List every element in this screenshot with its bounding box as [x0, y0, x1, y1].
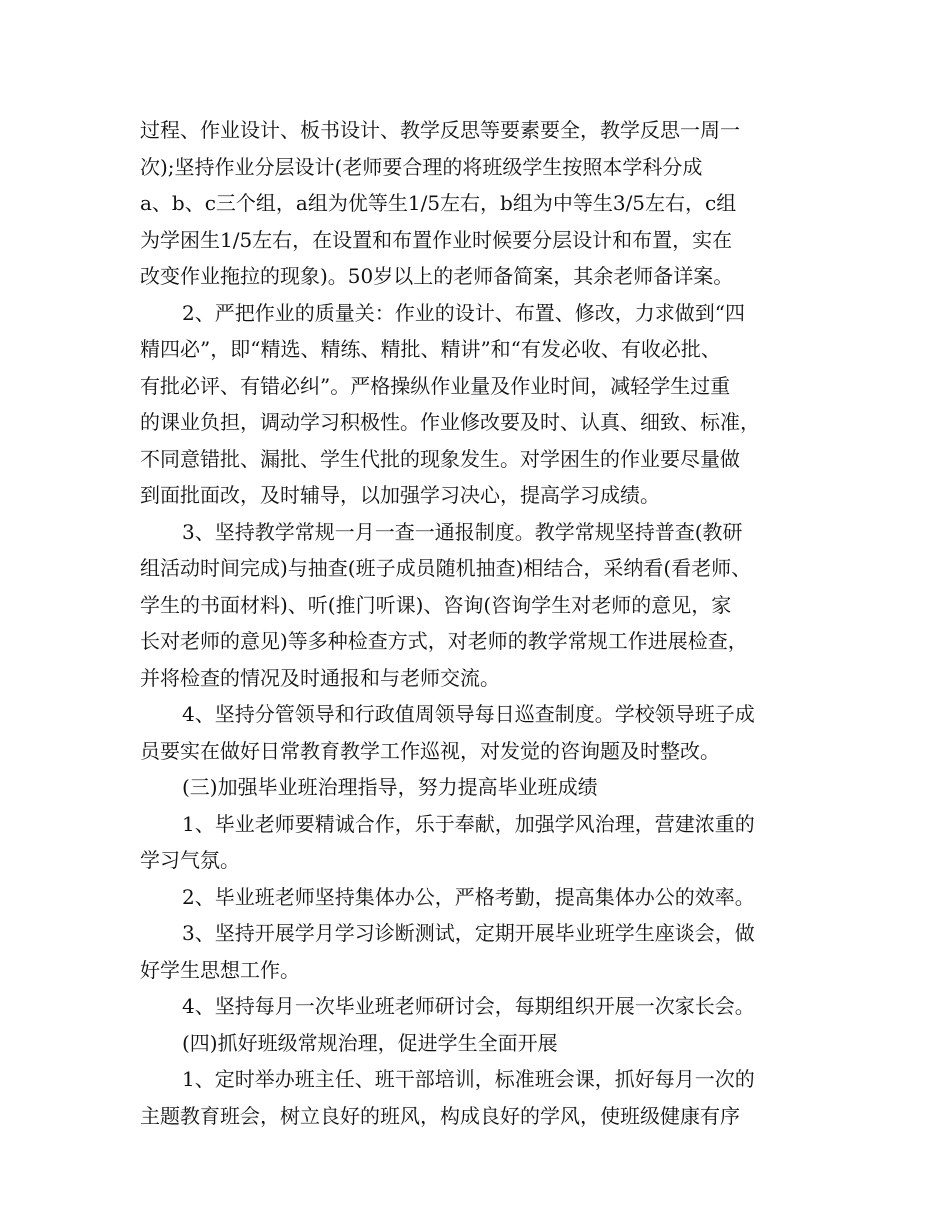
text-line: 过程、作业设计、板书设计、教学反思等要素要全，教学反思一周一 [140, 118, 740, 142]
text-line: a、b、c三个组，a组为优等生1/5左右，b组为中等生3/5左右，c组 [140, 191, 737, 215]
text-line: 学生的书面材料)、听(推门听课)、咨询(咨询学生对老师的意见，家 [140, 592, 732, 617]
text-line: 4、坚持分管领导和行政值周领导每日巡查制度。学校领导班子成 [182, 702, 755, 726]
text-line: 的课业负担，调动学习积极性。作业修改要及时、认真、细致、标准， [140, 410, 760, 434]
text-line: 2、严把作业的质量关：作业的设计、布置、修改，力求做到“四 [182, 300, 745, 325]
text-line: 并将检查的情况及时通报和与老师交流。 [140, 665, 500, 690]
text-line: 精四必”，即“精选、精练、精批、精讲”和“有发必收、有收必批、 [140, 337, 721, 361]
text-line: 1、定时举办班主任、班干部培训，标准班会课，抓好每月一次的 [182, 1067, 755, 1091]
document-body [140, 112, 820, 1134]
text-line: 改变作业拖拉的现象)。50岁以上的老师备简案，其余老师备详案。 [140, 264, 734, 288]
text-line: 3、坚持教学常规一月一查一通报制度。教学常规坚持普查(教研 [182, 519, 743, 544]
text-line: 员要实在做好日常教育教学工作巡视，对发觉的咨询题及时整改。 [140, 738, 720, 763]
text-line: 到面批面改，及时辅导，以加强学习决心，提高学习成绩。 [140, 483, 660, 507]
text-line: 次);坚持作业分层设计(老师要合理的将班级学生按照本学科分成 [140, 154, 703, 179]
text-line: (四)抓好班级常规治理，促进学生全面开展 [182, 1030, 558, 1055]
text-line: (三)加强毕业班治理指导，努力提高毕业班成绩 [182, 775, 598, 799]
text-line: 3、坚持开展学月学习诊断测试，定期开展毕业班学生座谈会，做 [182, 921, 755, 945]
text-line: 为学困生1/5左右，在设置和布置作业时候要分层设计和布置，实在 [140, 227, 733, 252]
text-line: 主题教育班会，树立良好的班风，构成良好的学风，使班级健康有序 [140, 1103, 740, 1128]
text-line: 1、毕业老师要精诚合作，乐于奉献，加强学风治理，营建浓重的 [182, 811, 755, 836]
text-line: 不同意错批、漏批、学生代批的现象发生。对学困生的作业要尽量做 [140, 446, 740, 471]
text-line: 2、毕业班老师坚持集体办公，严格考勤，提高集体办公的效率。 [182, 884, 755, 909]
text-line: 长对老师的意见)等多种检查方式，对老师的教学常规工作进展检查， [140, 629, 748, 653]
text-line: 4、坚持每月一次毕业班老师研讨会，每期组织开展一次家长会。 [182, 994, 755, 1018]
text-line: 有批必评、有错必纠”。严格操纵作业量及作业时间，减轻学生过重 [140, 373, 731, 398]
text-line: 学习气氛。 [140, 848, 240, 872]
text-line: 好学生思想工作。 [140, 957, 300, 982]
text-line: 组活动时间完成)与抽查(班子成员随机抽查)相结合，采纳看(看老师、 [140, 556, 752, 580]
